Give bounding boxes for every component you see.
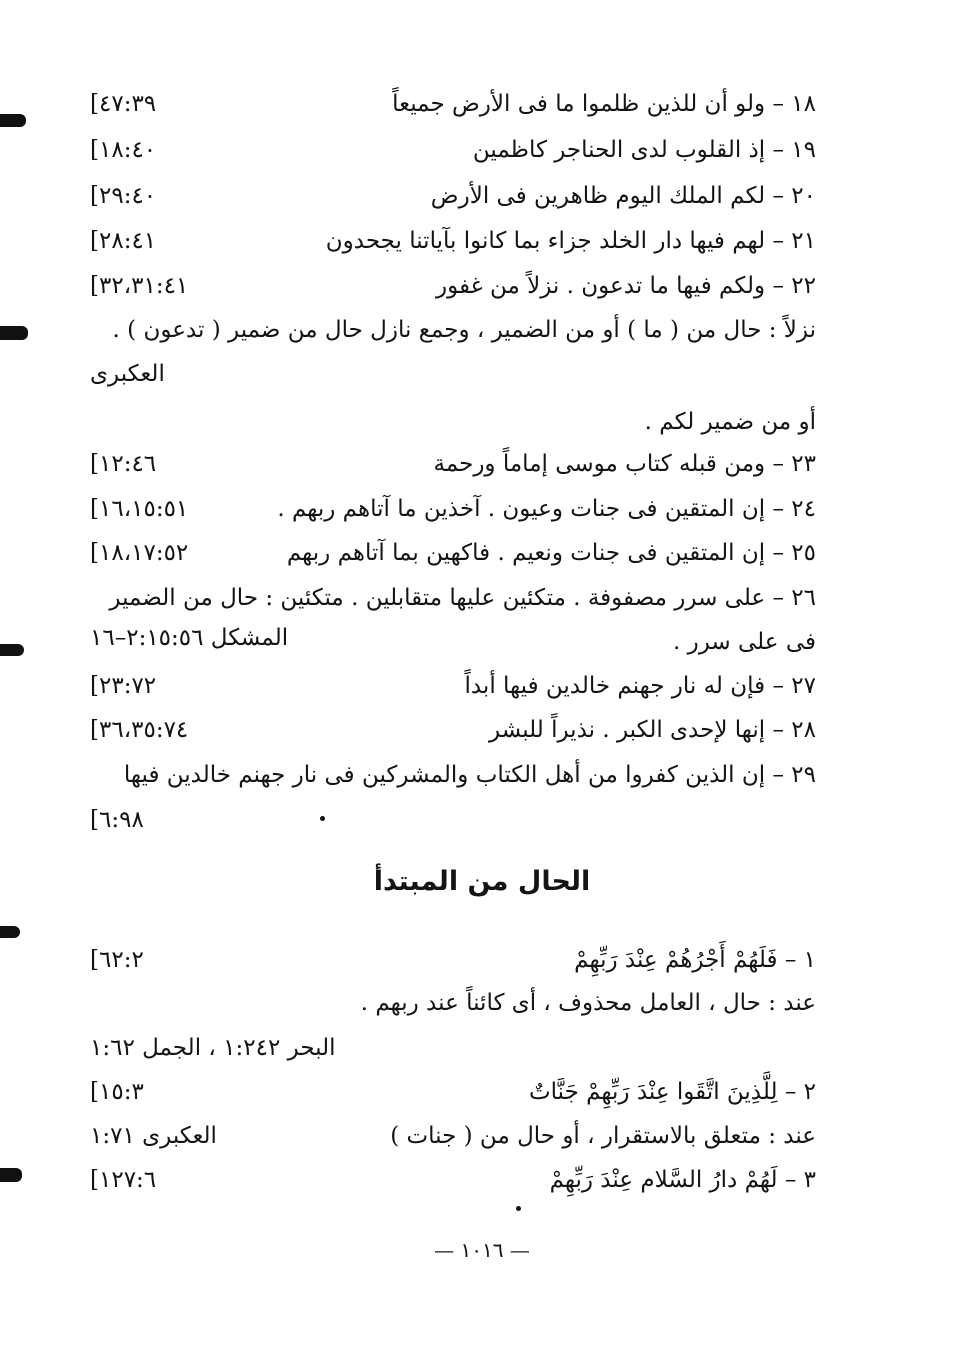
commentary-line: عند : حال ، العامل محذوف ، أى كائناً عند ربهم . bbox=[360, 990, 816, 1016]
scan-mark bbox=[0, 326, 28, 340]
entry-23: ٢٣ – ومن قبله كتاب موسى إماماً ورحمة bbox=[433, 451, 816, 477]
reference: [١٨:٤٠ bbox=[90, 137, 157, 163]
reference: [١٢:٤٦ bbox=[90, 451, 157, 477]
reference: [٢٨:٤١ bbox=[90, 228, 157, 254]
source-citation: العكبرى ١:٧١ bbox=[90, 1123, 217, 1149]
commentary-line: أو من ضمير لكم . bbox=[644, 409, 816, 435]
entry-2: ٢ – لِلَّذِينَ اتَّقَوا عِنْدَ رَبِّهِمْ جَنَّاتٌ bbox=[528, 1079, 816, 1105]
source-citation: البحر ١:٢٤٢ ، الجمل ١:٦٢ bbox=[90, 1035, 336, 1061]
scan-mark bbox=[0, 926, 20, 938]
entry-25: ٢٥ – إن المتقين فى جنات ونعيم . فاكهين بما آتاهم ربهم bbox=[286, 540, 816, 566]
ink-dot bbox=[516, 1206, 521, 1211]
reference: [٣٢،٣١:٤١ bbox=[90, 273, 189, 299]
entry-27: ٢٧ – فإن له نار جهنم خالدين فيها أبداً bbox=[464, 673, 816, 699]
reference: [٣٦،٣٥:٧٤ bbox=[90, 717, 189, 743]
commentary-line: نزلاً : حال من ( ما ) أو من الضمير ، وجمع نازل حال من ضمير ( تدعون ) . bbox=[112, 317, 816, 343]
page-number: — ١٠١٦ — bbox=[434, 1238, 530, 1262]
entry-29: ٢٩ – إن الذين كفروا من أهل الكتاب والمشركين فى نار جهنم خالدين فيها bbox=[123, 762, 816, 788]
entry-24: ٢٤ – إن المتقين فى جنات وعيون . آخذين ما آتاهم ربهم . bbox=[277, 496, 816, 522]
entry-1: ١ – فَلَهُمْ أَجْرُهُمْ عِنْدَ رَبِّهِمْ bbox=[574, 947, 816, 973]
entry-19: ١٩ – إذ القلوب لدى الحناجر كاظمين bbox=[472, 137, 816, 163]
source-citation: المشكل ٢:١٥:٥٦–١٦ bbox=[90, 625, 289, 651]
commentary-line: فى على سرر . bbox=[673, 629, 816, 655]
reference: [١٦،١٥:٥١ bbox=[90, 496, 189, 522]
entry-20: ٢٠ – لكم الملك اليوم ظاهرين فى الأرض bbox=[430, 183, 816, 209]
reference: [٢٩:٤٠ bbox=[90, 183, 157, 209]
reference: [٦:٩٨ bbox=[90, 807, 144, 833]
reference: [١٨،١٧:٥٢ bbox=[90, 540, 189, 566]
reference: [٤٧:٣٩ bbox=[90, 91, 157, 117]
entry-3: ٣ – لَهُمْ دارُ السَّلام عِنْدَ رَبِّهِمْ bbox=[549, 1167, 816, 1193]
entry-22: ٢٢ – ولكم فيها ما تدعون . نزلاً من غفور bbox=[436, 273, 816, 299]
entry-28: ٢٨ – إنها لإحدى الكبر . نذيراً للبشر bbox=[489, 717, 816, 743]
reference: [٦٢:٢ bbox=[90, 947, 144, 973]
scan-mark bbox=[0, 644, 24, 656]
scan-mark bbox=[0, 114, 26, 127]
entry-26: ٢٦ – على سرر مصفوفة . متكئين عليها متقابلين . متكئين : حال من الضمير bbox=[109, 585, 816, 611]
entry-21: ٢١ – لهم فيها دار الخلد جزاء بما كانوا بآياتنا يجحدون bbox=[325, 228, 816, 254]
reference: [١٥:٣ bbox=[90, 1079, 144, 1105]
commentary-line: عند : متعلق بالاستقرار ، أو حال من ( جنات ) bbox=[390, 1123, 816, 1149]
section-heading: الحال من المبتدأ bbox=[373, 866, 591, 897]
source-citation: العكبرى bbox=[90, 361, 165, 387]
entry-18: ١٨ – ولو أن للذين ظلموا ما فى الأرض جميعاً bbox=[392, 91, 816, 117]
reference: [١٢٧:٦ bbox=[90, 1167, 157, 1193]
reference: [٢٣:٧٢ bbox=[90, 673, 157, 699]
scan-mark bbox=[0, 1168, 22, 1182]
ink-dot bbox=[320, 816, 325, 821]
